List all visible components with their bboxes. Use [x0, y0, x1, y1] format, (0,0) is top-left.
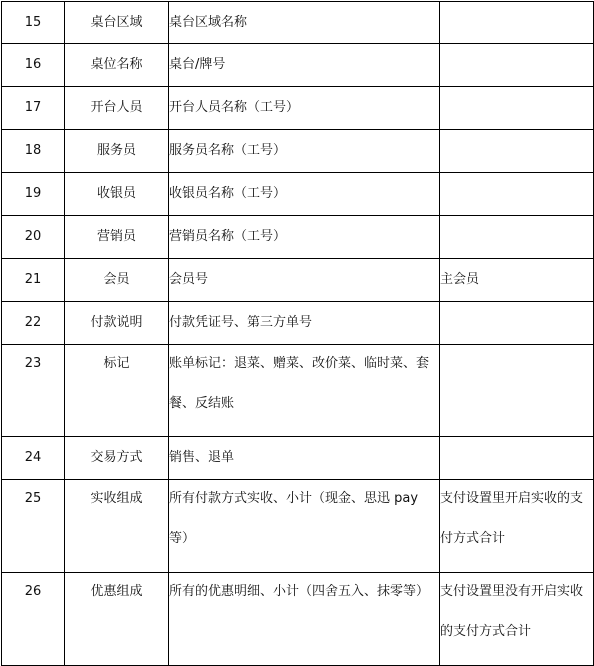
field-description: 营销员名称（工号）: [169, 216, 440, 259]
row-number: 20: [2, 216, 65, 259]
table-row: [2, 130, 594, 173]
field-name: 收银员: [65, 173, 169, 216]
row-number: 24: [2, 437, 65, 480]
row-number: 18: [2, 130, 65, 173]
table-row: [2, 345, 594, 437]
field-name: 桌台区域: [65, 2, 169, 44]
row-number: 19: [2, 173, 65, 216]
table-row: [2, 302, 594, 345]
row-number: 23: [2, 345, 65, 437]
field-name: 服务员: [65, 130, 169, 173]
field-name: 付款说明: [65, 302, 169, 345]
table-row: [2, 480, 594, 573]
field-note: [440, 173, 594, 216]
field-description: 服务员名称（工号）: [169, 130, 440, 173]
field-note: [440, 437, 594, 480]
field-note: [440, 216, 594, 259]
table-row: [2, 173, 594, 216]
field-description: 桌台区域名称: [169, 2, 440, 44]
field-description: 收银员名称（工号）: [169, 173, 440, 216]
field-note: [440, 2, 594, 44]
field-note: [440, 302, 594, 345]
field-name: 桌位名称: [65, 44, 169, 87]
field-description: 账单标记：退菜、赠菜、改价菜、临时菜、套餐、反结账: [169, 356, 430, 411]
field-spec-table: [1, 1, 594, 666]
field-note: [440, 130, 594, 173]
field-name: 营销员: [65, 216, 169, 259]
field-name: 开台人员: [65, 87, 169, 130]
row-number: 21: [2, 259, 65, 302]
table-row: [2, 259, 594, 302]
field-note: [440, 87, 594, 130]
table-row: [2, 44, 594, 87]
field-description: 付款凭证号、第三方单号: [169, 302, 440, 345]
field-description: 所有的优惠明细、小计（四舍五入、抹零等）: [169, 584, 430, 599]
row-number: 16: [2, 44, 65, 87]
row-number: 22: [2, 302, 65, 345]
field-note: 支付设置里没有开启实收的支付方式合计: [440, 584, 584, 639]
field-name: 优惠组成: [65, 573, 169, 666]
row-number: 15: [2, 2, 65, 44]
field-name: 实收组成: [65, 480, 169, 573]
table-row: [2, 2, 594, 44]
table-row: [2, 573, 594, 666]
field-description: 开台人员名称（工号）: [169, 87, 440, 130]
field-note: 支付设置里开启实收的支付方式合计: [440, 491, 584, 546]
field-description: 所有付款方式实收、小计（现金、思迅 pay 等）: [169, 491, 419, 546]
field-name: 交易方式: [65, 437, 169, 480]
row-number: 17: [2, 87, 65, 130]
field-description: 桌台/牌号: [169, 44, 440, 87]
field-description: 会员号: [169, 259, 440, 302]
field-name: 会员: [65, 259, 169, 302]
table-row: [2, 87, 594, 130]
field-note: 主会员: [440, 259, 594, 302]
field-name: 标记: [65, 345, 169, 437]
field-description: 销售、退单: [169, 437, 440, 480]
field-note: [440, 44, 594, 87]
row-number: 25: [2, 480, 65, 573]
row-number: 26: [2, 573, 65, 666]
table-row: [2, 216, 594, 259]
table-row: [2, 437, 594, 480]
